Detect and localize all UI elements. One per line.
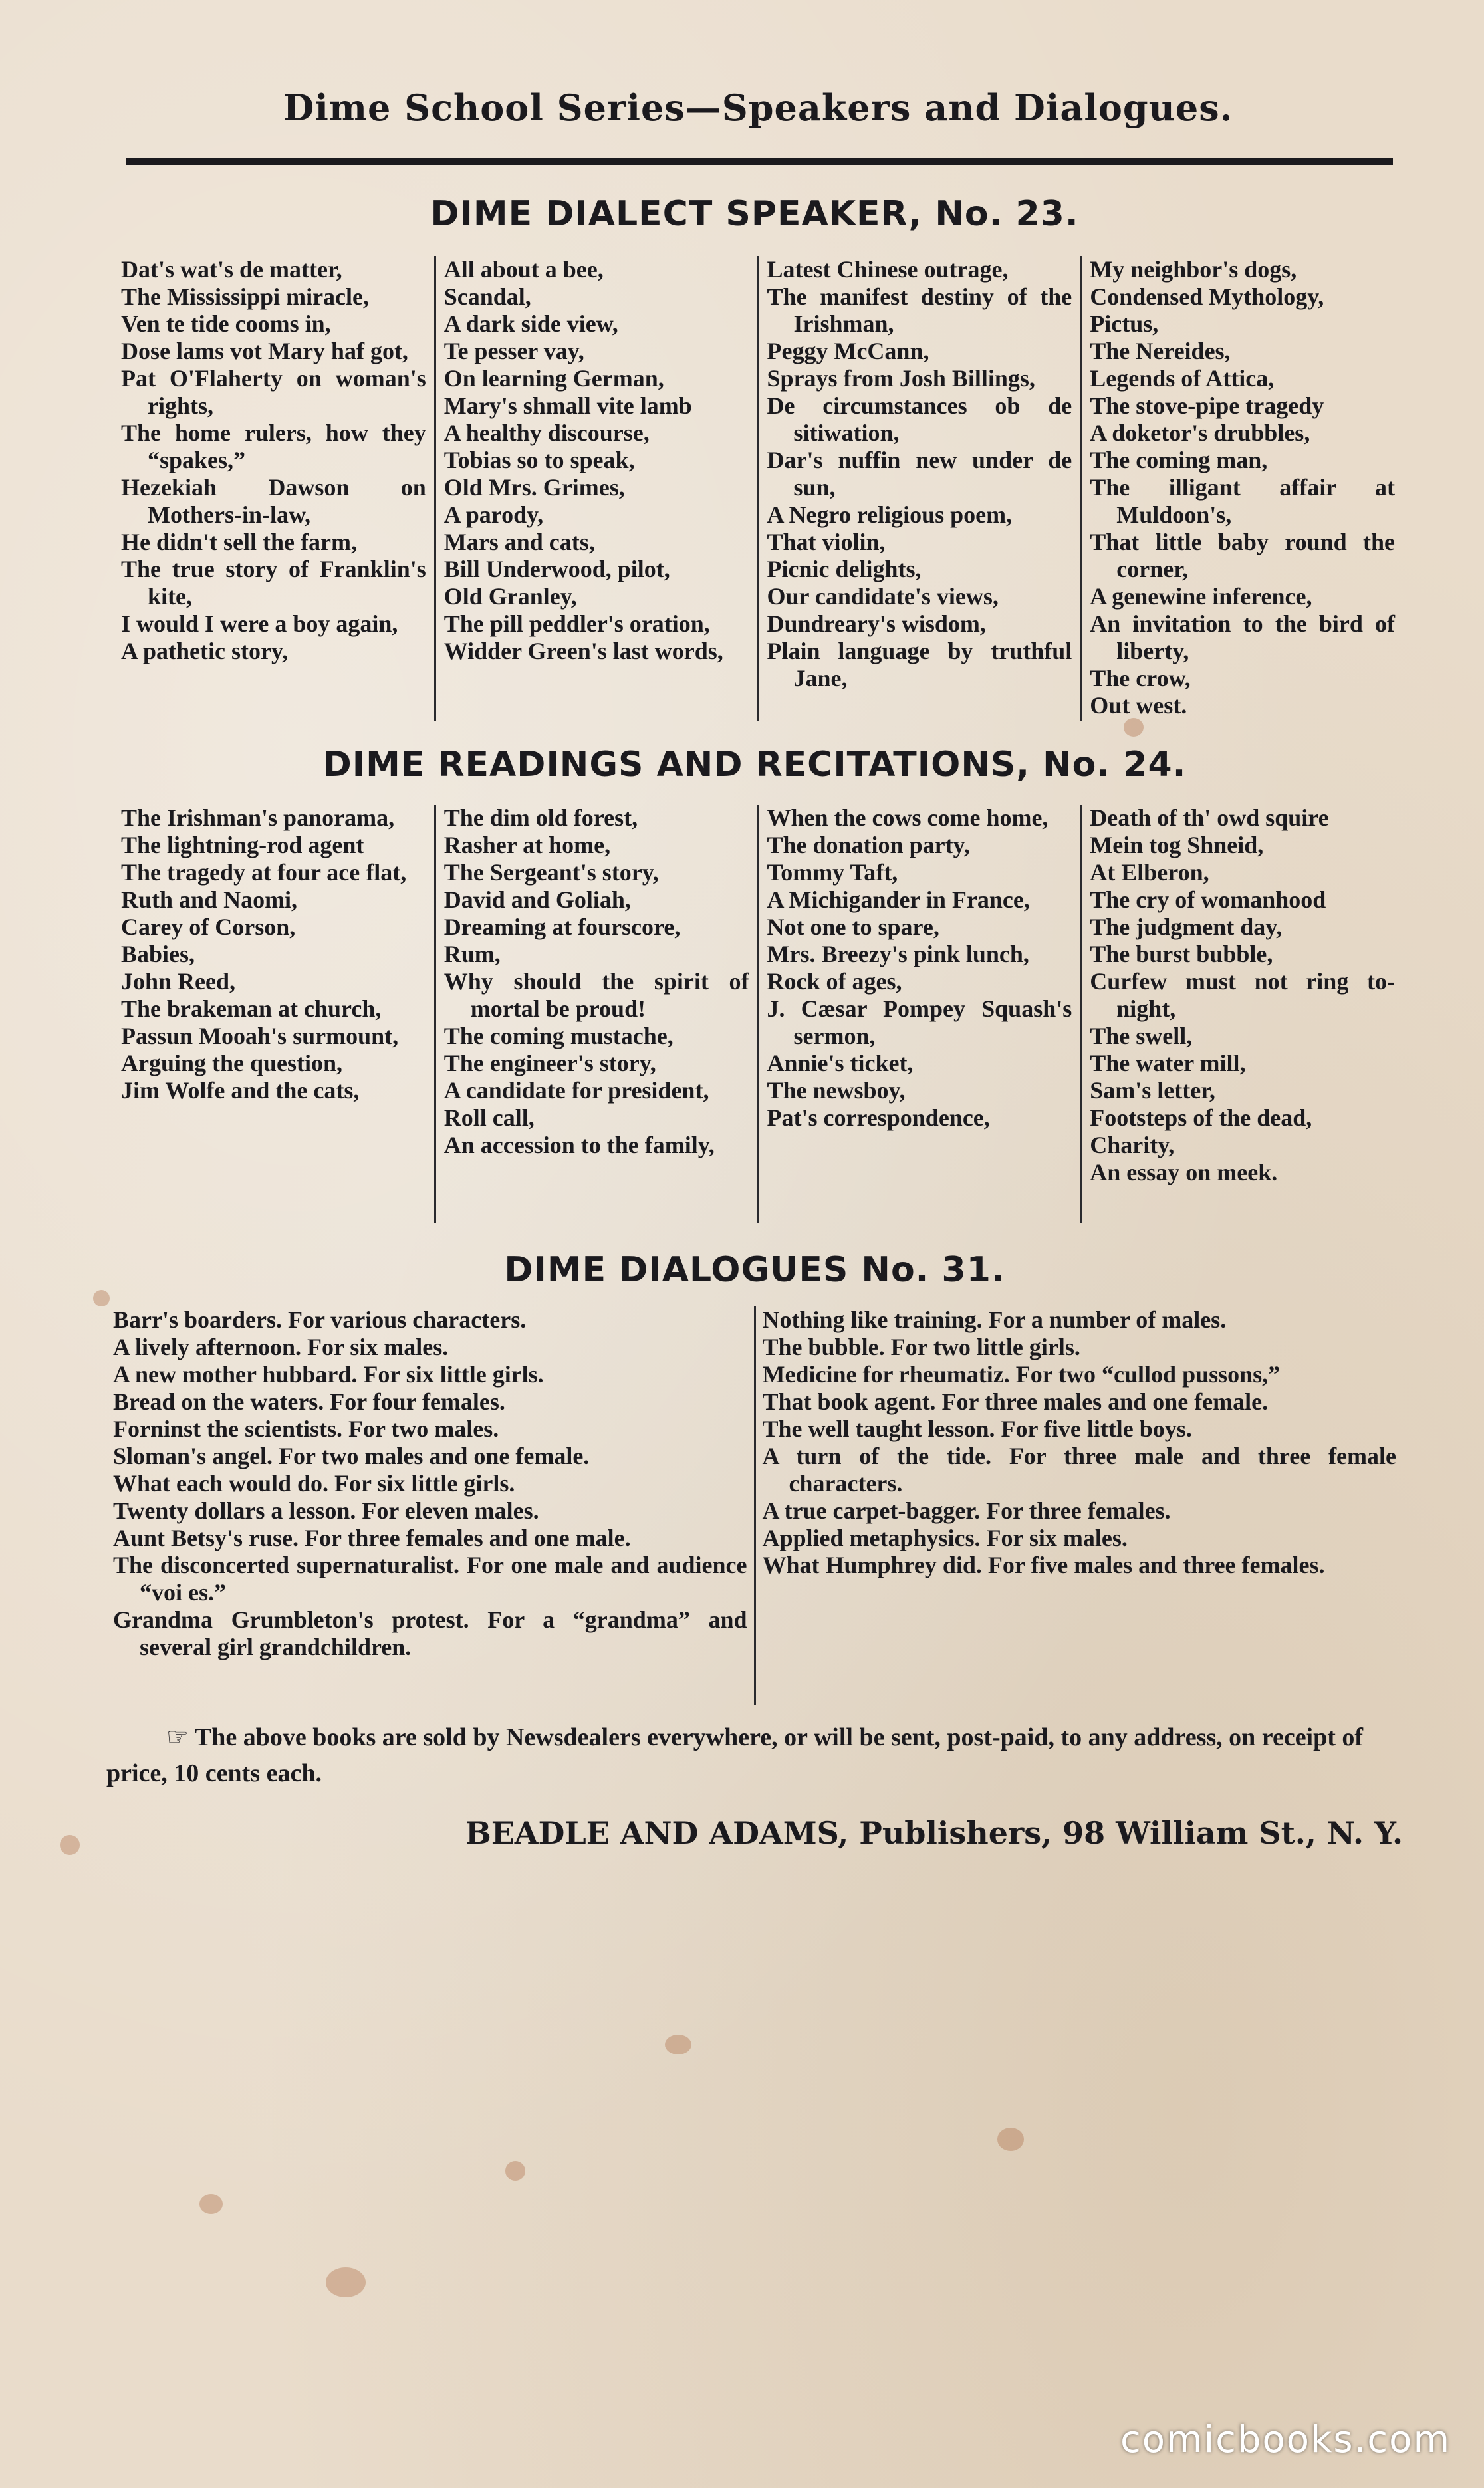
list-item: The cry of womanhood (1090, 886, 1326, 913)
dialect-col-3 (759, 256, 1082, 721)
list-item: Sam's letter, (1090, 1077, 1215, 1104)
list-item: A true carpet-bagger. For three females. (762, 1497, 1171, 1524)
list-item: Not one to spare, (767, 914, 939, 940)
pointing-hand-icon: ☞ (166, 1722, 189, 1751)
dialect-col-4 (1082, 256, 1403, 721)
list-item: The dim old forest, (443, 805, 638, 831)
dialogues-title: DIME DIALOGUES No. 31. (504, 1250, 1005, 1290)
watermark: comicbooks.com (1120, 2418, 1451, 2461)
list-item: The lightning-rod agent (121, 832, 364, 858)
list-item: Dundreary's wisdom, (767, 610, 986, 637)
list-item: Condensed Mythology, (1090, 283, 1324, 310)
list-item: Mein tog Shneid, (1090, 832, 1264, 858)
stain-8 (199, 2194, 223, 2214)
list-item: The donation party, (767, 832, 970, 858)
list-item: The newsboy, (767, 1077, 906, 1104)
list-item: Twenty dollars a lesson. For eleven males. (113, 1497, 539, 1524)
list-item: Footsteps of the dead, (1090, 1104, 1312, 1131)
list-item: Annie's ticket, (767, 1050, 914, 1076)
list-item: Carey of Corson, (121, 914, 296, 940)
list-item: Plain language by truthful Jane, (767, 638, 1072, 691)
list-item: The judgment day, (1090, 914, 1283, 940)
list-item: Dar's nuffin new under de sun, (767, 447, 1072, 501)
list-item: Sprays from Josh Billings, (767, 365, 1035, 392)
list-item: Legends of Attica, (1090, 365, 1275, 392)
list-item: Our candidate's views, (767, 583, 999, 610)
list-item: Rock of ages, (767, 968, 902, 995)
list-item: The manifest destiny of the Irishman, (767, 283, 1072, 337)
list-item: At Elberon, (1090, 859, 1209, 886)
list-item: Rasher at home, (443, 832, 611, 858)
list-item: The coming mustache, (443, 1023, 674, 1049)
list-item: A parody, (443, 501, 544, 528)
list-item: Dreaming at fourscore, (443, 914, 681, 940)
publisher-imprint: BEADLE AND ADAMS, Publishers, 98 William St., N. Y. (465, 1815, 1403, 1851)
list-item: Latest Chinese outrage, (767, 256, 1009, 283)
list-item: Curfew must not ring to-night, (1090, 968, 1395, 1022)
list-item: Jim Wolfe and the cats, (121, 1077, 360, 1104)
list-item: A candidate for president, (443, 1077, 709, 1104)
list-item: That little baby round the corner, (1090, 529, 1395, 582)
list-item: A pathetic story, (121, 638, 288, 664)
dialect-speaker-title: DIME DIALECT SPEAKER, No. 23. (430, 194, 1079, 234)
list-item: Death of th' owd squire (1090, 805, 1329, 831)
list-item: Grandma Grumbleton's protest. For a “grandma” and several girl grandchildren. (113, 1606, 747, 1660)
readings-col-1 (113, 805, 436, 1223)
list-item: Pat's correspondence, (767, 1104, 990, 1131)
list-item: Bill Underwood, pilot, (443, 556, 670, 582)
list-item: Rum, (443, 941, 501, 967)
list-item: A Negro religious poem, (767, 501, 1013, 528)
list-item: The disconcerted supernaturalist. For one male and audience “voi es.” (113, 1552, 747, 1606)
list-item: A lively afternoon. For six males. (113, 1334, 449, 1360)
list-item: Mrs. Breezy's pink lunch, (767, 941, 1029, 967)
stain-6 (997, 2128, 1024, 2151)
list-item: Out west. (1090, 692, 1187, 719)
list-item: The pill peddler's oration, (443, 610, 710, 637)
list-item: Dat's wat's de matter, (121, 256, 342, 283)
list-item: Old Granley, (443, 583, 577, 610)
list-item: The stove-pipe tragedy (1090, 392, 1324, 419)
list-item: A dark side view, (443, 311, 618, 337)
readings-col-3 (759, 805, 1082, 1223)
list-item: When the cows come home, (767, 805, 1049, 831)
list-item: Mary's shmall vite lamb (443, 392, 692, 419)
stain-2 (326, 2267, 366, 2297)
list-item: Hezekiah Dawson on Mothers-in-law, (121, 474, 426, 528)
dialect-speaker-columns (113, 256, 1403, 721)
list-item: The bubble. For two little girls. (762, 1334, 1080, 1360)
list-item: Medicine for rheumatiz. For two “cullod pussons,” (762, 1361, 1281, 1388)
list-item: De circumstances ob de sitiwation, (767, 392, 1072, 446)
list-item: The home rulers, how they “spakes,” (121, 420, 426, 473)
list-item: Passun Mooah's surmount, (121, 1023, 399, 1049)
list-item: Pictus, (1090, 311, 1159, 337)
list-item: The Mississippi miracle, (121, 283, 370, 310)
list-item: What each would do. For six little girls. (113, 1470, 515, 1497)
list-item: My neighbor's dogs, (1090, 256, 1297, 283)
list-item: Mars and cats, (443, 529, 595, 555)
stain-1 (665, 2035, 691, 2054)
notice-text: The above books are sold by Newsdealers everywhere, or will be sent, post-paid, to any address, on receipt of price, 10 cents each. (106, 1723, 1364, 1787)
list-item: The true story of Franklin's kite, (121, 556, 426, 610)
list-item: John Reed, (121, 968, 236, 995)
list-item: Why should the spirit of mortal be proud! (443, 968, 749, 1022)
list-item: Widder Green's last words, (443, 638, 723, 664)
list-item: Sloman's angel. For two males and one female. (113, 1443, 590, 1469)
list-item: What Humphrey did. For five males and three females. (762, 1552, 1325, 1578)
list-item: The water mill, (1090, 1050, 1246, 1076)
stain-5 (93, 1290, 110, 1306)
readings-col-4 (1082, 805, 1403, 1223)
list-item: Te pesser vay, (443, 338, 584, 364)
stain-3 (505, 2161, 525, 2181)
dialogues-columns (106, 1306, 1403, 1705)
list-item: I would I were a boy again, (121, 610, 398, 637)
list-item: The engineer's story, (443, 1050, 656, 1076)
list-item: That violin, (767, 529, 886, 555)
list-item: A new mother hubbard. For six little girls. (113, 1361, 544, 1388)
list-item: The Sergeant's story, (443, 859, 659, 886)
list-item: A genewine inference, (1090, 583, 1312, 610)
dialect-col-1 (113, 256, 436, 721)
list-item: A turn of the tide. For three male and three female characters. (762, 1443, 1396, 1497)
list-item: Ven te tide cooms in, (121, 311, 331, 337)
list-item: Tobias so to speak, (443, 447, 635, 473)
list-item: Picnic delights, (767, 556, 922, 582)
list-item: Tommy Taft, (767, 859, 898, 886)
list-item: The well taught lesson. For five little boys. (762, 1416, 1192, 1442)
list-item: Babies, (121, 941, 195, 967)
list-item: Nothing like training. For a number of males. (762, 1306, 1227, 1333)
list-item: A doketor's drubbles, (1090, 420, 1310, 446)
list-item: Arguing the question, (121, 1050, 343, 1076)
list-item: Peggy McCann, (767, 338, 929, 364)
list-item: A Michigander in France, (767, 886, 1030, 913)
page-header: Dime School Series—Speakers and Dialogues. (283, 86, 1233, 129)
list-item: An accession to the family, (443, 1132, 715, 1158)
list-item: That book agent. For three males and one female. (762, 1388, 1269, 1415)
list-item: The illigant affair at Muldoon's, (1090, 474, 1395, 528)
notice (106, 1719, 1403, 1791)
list-item: David and Goliah, (443, 886, 631, 913)
dialect-col-2 (436, 256, 759, 721)
readings-columns (113, 805, 1403, 1223)
list-item: The crow, (1090, 665, 1191, 691)
list-item: Charity, (1090, 1132, 1175, 1158)
header-rule (126, 158, 1393, 165)
stain-4 (60, 1835, 80, 1855)
list-item: Roll call, (443, 1104, 535, 1131)
list-item: Barr's boarders. For various characters. (113, 1306, 527, 1333)
dialogues-col-1 (106, 1306, 756, 1705)
list-item: The tragedy at four ace flat, (121, 859, 407, 886)
list-item: The Nereides, (1090, 338, 1231, 364)
readings-title: DIME READINGS AND RECITATIONS, No. 24. (322, 745, 1187, 785)
list-item: The coming man, (1090, 447, 1268, 473)
list-item: An invitation to the bird of liberty, (1090, 610, 1395, 664)
list-item: J. Cæsar Pompey Squash's sermon, (767, 995, 1072, 1049)
list-item: The burst bubble, (1090, 941, 1273, 967)
list-item: Old Mrs. Grimes, (443, 474, 625, 501)
list-item: He didn't sell the farm, (121, 529, 357, 555)
list-item: Aunt Betsy's ruse. For three females and one male. (113, 1525, 631, 1551)
list-item: All about a bee, (443, 256, 604, 283)
list-item: On learning German, (443, 365, 664, 392)
list-item: The swell, (1090, 1023, 1193, 1049)
list-item: Dose lams vot Mary haf got, (121, 338, 408, 364)
list-item: Forninst the scientists. For two males. (113, 1416, 499, 1442)
list-item: Pat O'Flaherty on woman's rights, (121, 365, 426, 419)
list-item: The brakeman at church, (121, 995, 382, 1022)
list-item: Scandal, (443, 283, 531, 310)
readings-col-2 (436, 805, 759, 1223)
list-item: Applied metaphysics. For six males. (762, 1525, 1128, 1551)
list-item: Bread on the waters. For four females. (113, 1388, 505, 1415)
list-item: The Irishman's panorama, (121, 805, 395, 831)
list-item: A healthy discourse, (443, 420, 650, 446)
list-item: An essay on meek. (1090, 1159, 1278, 1185)
list-item: Ruth and Naomi, (121, 886, 298, 913)
dialogues-col-2 (756, 1306, 1404, 1705)
